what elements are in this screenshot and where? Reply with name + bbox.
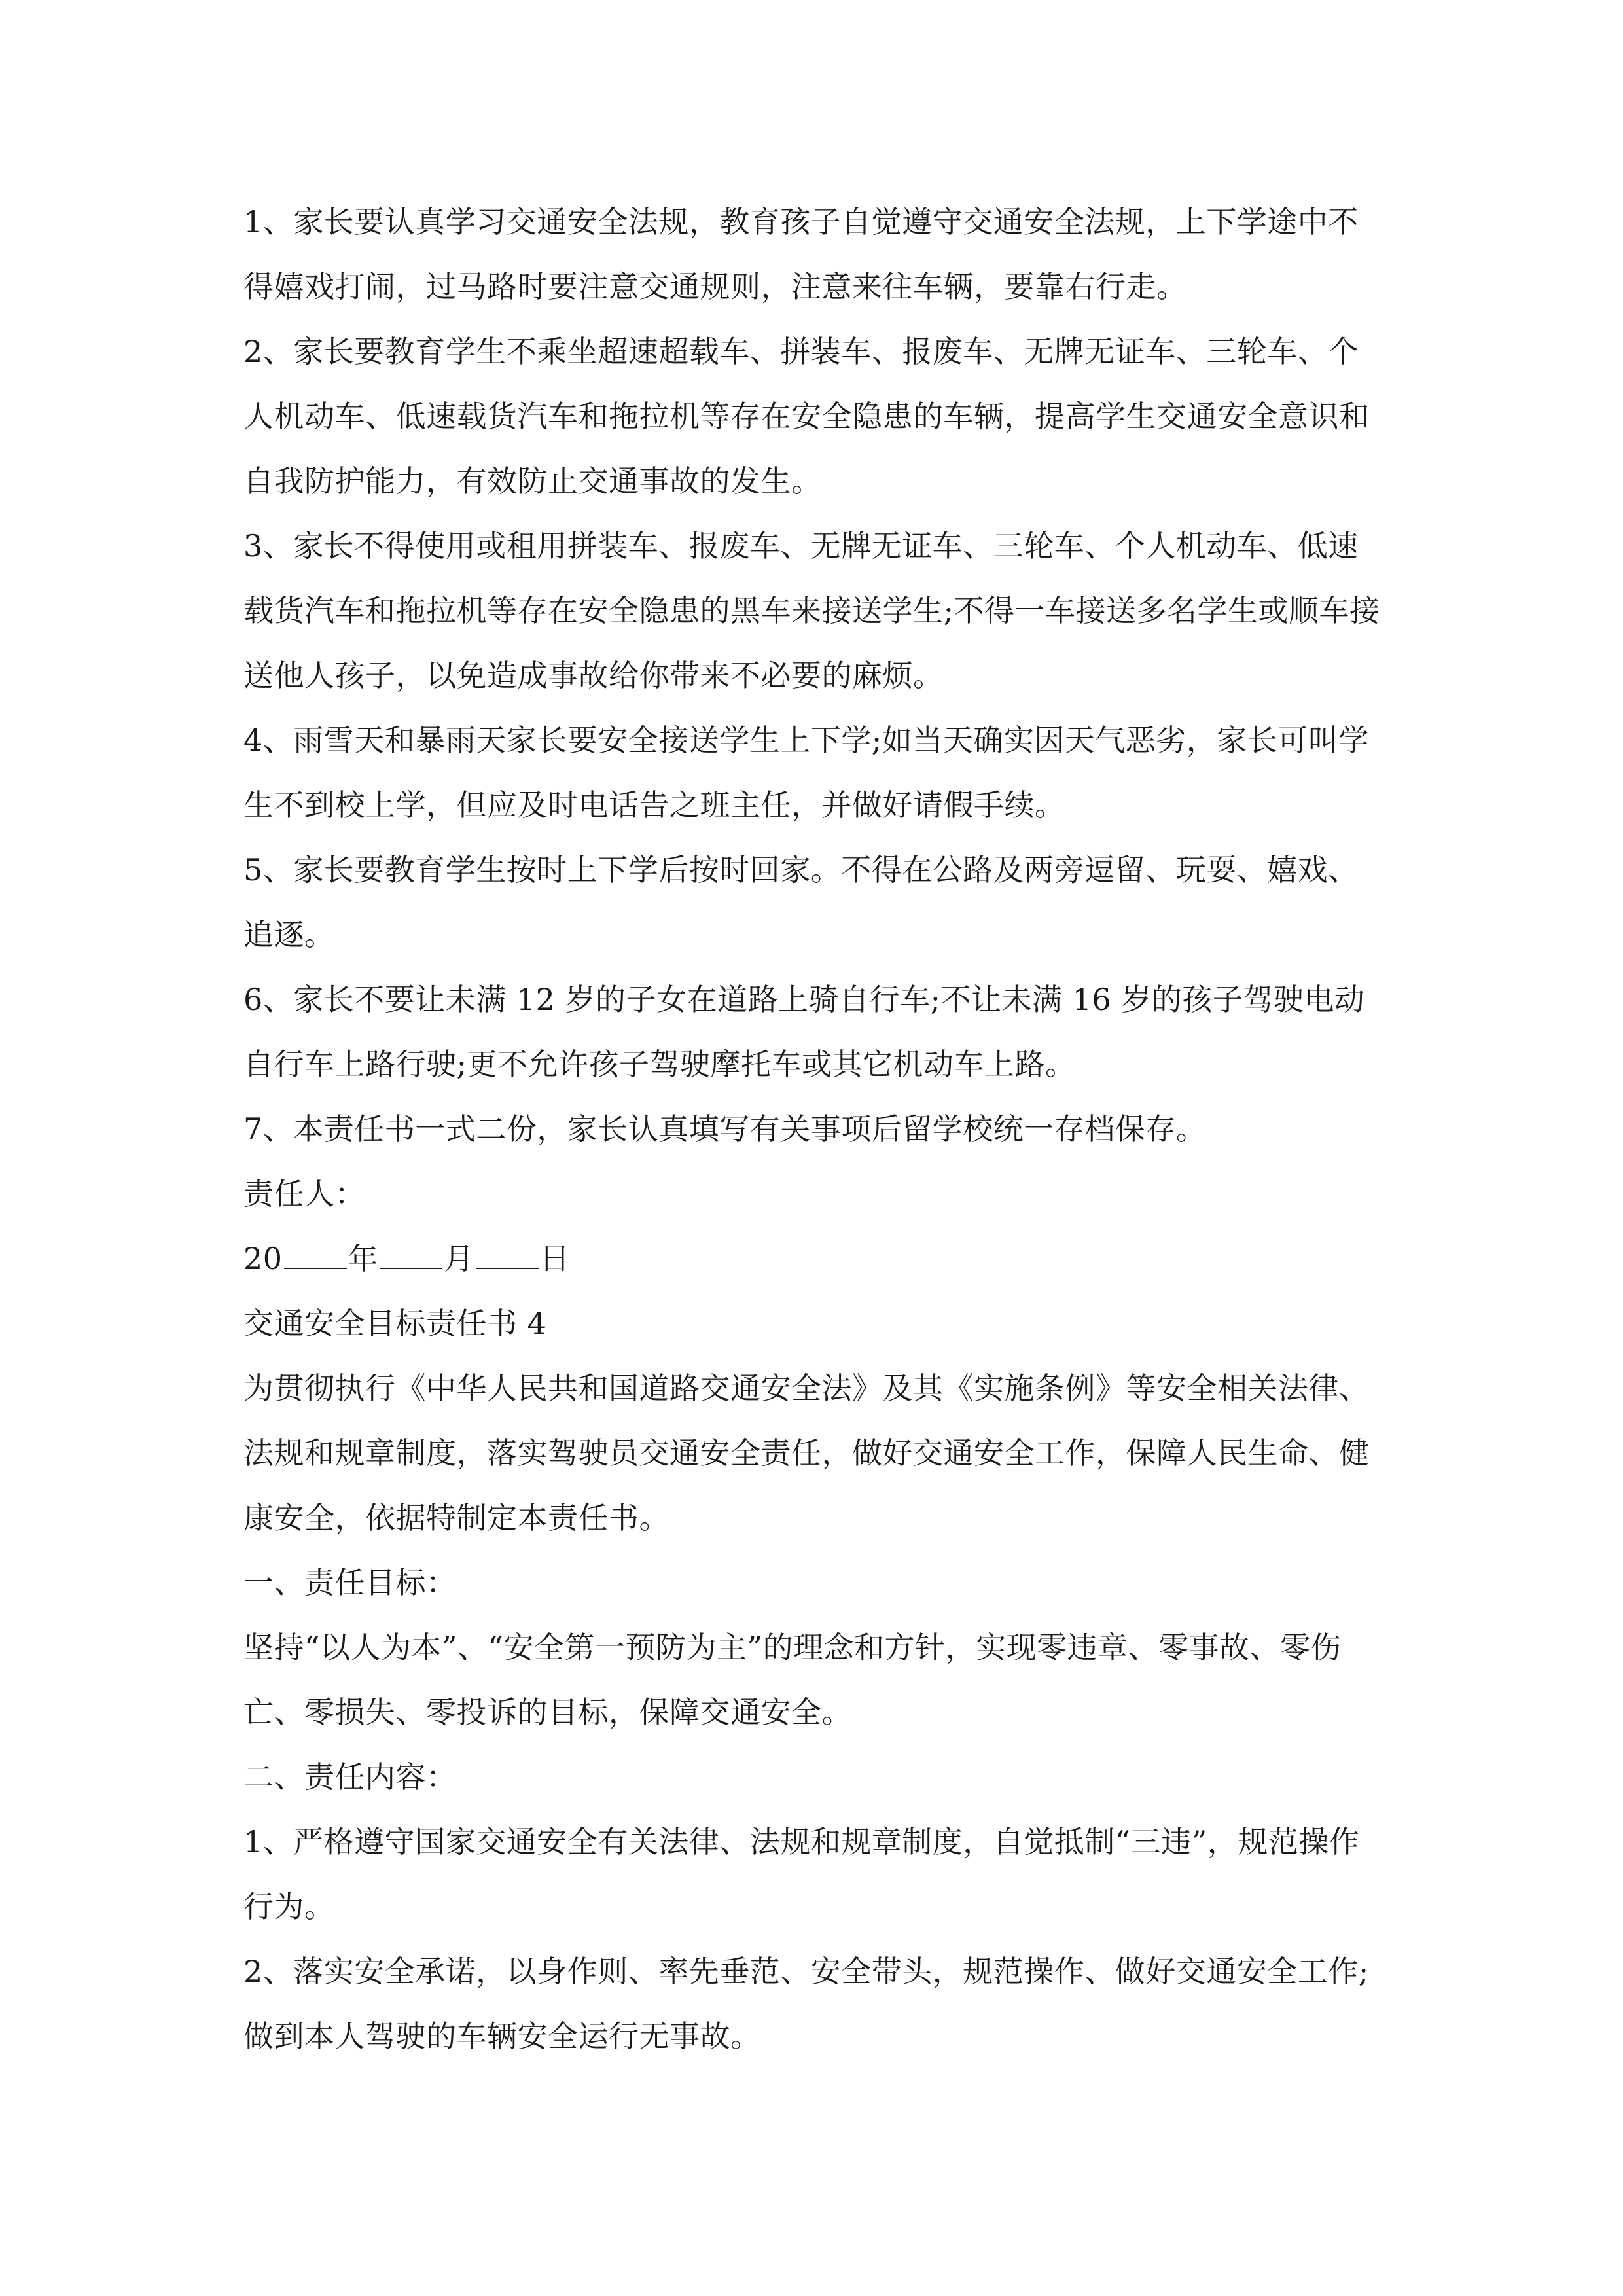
document-title-4: 交通安全目标责任书 4: [243, 1306, 547, 1341]
month-blank: [380, 1238, 442, 1269]
paragraph-item-7: 7、本责任书一式二份，家长认真填写有关事项后留学校统一存档保存。: [243, 1111, 1207, 1147]
document-body: [243, 190, 1382, 2069]
paragraph-item-1: 1、家长要认真学习交通安全法规，教育孩子自觉遵守交通安全法规，上下学途中不得嬉戏打闹，过马路时要注意交通规则，注意来往车辆，要靠右行走。: [243, 204, 1359, 304]
paragraph-item-2: 2、家长要教育学生不乘坐超速超载车、拼装车、报废车、无牌无证车、三轮车、个人机动车、低速载货汽车和拖拉机等存在安全隐患的车辆，提高学生交通安全意识和自我防护能力，有效防止交通事故的发生。: [243, 334, 1370, 499]
intro-paragraph: 为贯彻执行《中华人民共和国道路交通安全法》及其《实施条例》等安全相关法律、法规和规章制度，落实驾驶员交通安全责任，做好交通安全工作，保障人民生命、健康安全，依据特制定本责任书。: [243, 1371, 1370, 1535]
date-day-label: 日: [539, 1241, 571, 1276]
day-blank: [476, 1238, 539, 1269]
content-item-2: 2、落实安全承诺，以身作则、率先垂范、安全带头，规范操作、做好交通安全工作;做到本人驾驶的车辆安全运行无事故。: [243, 1954, 1369, 2054]
goal-paragraph: 坚持“以人为本”、“安全第一预防为主”的理念和方针，实现零违章、零事故、零伤亡、零损失、零投诉的目标，保障交通安全。: [243, 1630, 1342, 1730]
paragraph-item-6: 6、家长不要让未满 12 岁的子女在道路上骑自行车;不让未满 16 岁的孩子驾驶电动自行车上路行驶;更不允许孩子驾驶摩托车或其它机动车上路。: [243, 982, 1365, 1082]
paragraph-item-3: 3、家长不得使用或租用拼装车、报废车、无牌无证车、三轮车、个人机动车、低速载货汽车和拖拉机等存在安全隐患的黑车来接送学生;不得一车接送多名学生或顺车接送他人孩子，以免造成事故给你带来不必要的麻烦。: [243, 528, 1380, 693]
year-blank: [284, 1238, 347, 1269]
date-year-label: 年: [348, 1241, 379, 1276]
content-item-1: 1、严格遵守国家交通安全有关法律、法规和规章制度，自觉抵制“三违”，规范操作行为。: [243, 1824, 1360, 1924]
section-heading-goal: 一、责任目标：: [243, 1565, 457, 1600]
date-month-label: 月: [444, 1241, 474, 1276]
paragraph-item-4: 4、雨雪天和暴雨天家长要安全接送学生上下学;如当天确实因天气恶劣，家长可叫学生不到校上学，但应及时电话告之班主任，并做好请假手续。: [243, 723, 1369, 823]
date-line: [243, 1227, 1382, 1291]
section-heading-content: 二、责任内容：: [243, 1759, 457, 1795]
responsible-person-label: 责任人：: [243, 1176, 365, 1211]
paragraph-item-5: 5、家长要教育学生按时上下学后按时回家。不得在公路及两旁逗留、玩耍、嬉戏、追逐。: [243, 852, 1359, 952]
date-year-prefix: 20: [243, 1241, 283, 1276]
